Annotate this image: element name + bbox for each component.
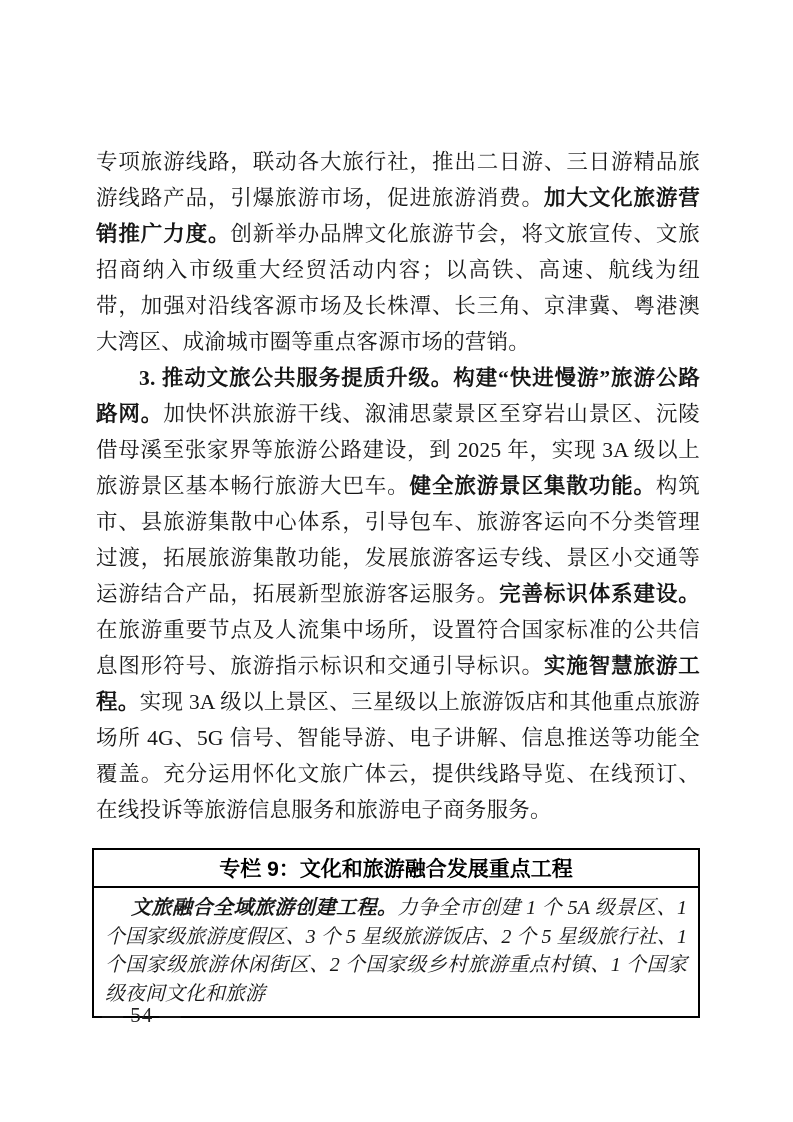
body-text: 专项旅游线路，联动各大旅行社，推出二日游、三日游精品旅游线路产品，引爆旅游市场，促进旅游消费。 xyxy=(96,150,700,210)
emphasis-text: 文旅融合全域旅游创建工程。 xyxy=(131,897,398,919)
special-column-title: 专栏 9：文化和旅游融合发展重点工程 xyxy=(94,850,698,888)
emphasis-text: 健全旅游景区集散功能。 xyxy=(409,474,656,498)
emphasis-text: 实施智慧旅游工程。 xyxy=(96,654,700,714)
page-number: — 54 — xyxy=(102,1003,182,1027)
emphasis-text: 3. 推动文旅公共服务提质升级。构建“快进慢游”旅游公路路网。 xyxy=(96,366,700,426)
special-column-body xyxy=(94,888,698,1016)
body-text: 加快怀洪旅游干线、溆浦思蒙景区至穿岩山景区、沅陵借母溪至张家界等旅游公路建设，到 2025 年，实现 3A 级以上旅游景区基本畅行旅游大巴车。 xyxy=(96,402,700,498)
special-column-box xyxy=(92,848,700,1018)
body-paragraph xyxy=(96,360,700,828)
page-body-text xyxy=(96,144,700,828)
body-text: 在旅游重要节点及人流集中场所，设置符合国家标准的公共信息图形符号、旅游指示标识和交通引导标识。 xyxy=(96,618,700,678)
emphasis-text: 完善标识体系建设。 xyxy=(499,582,700,606)
emphasis-text: 加大文化旅游营销推广力度。 xyxy=(96,186,700,246)
body-text: 力争全市创建 1 个 5A 级景区、1 个国家级旅游度假区、3 个 5 星级旅游饭店、2 个 5 星级旅行社、1 个国家级旅游休闲街区、2 个国家级乡村旅游重点村镇、1 个国家级夜间文化和旅游 xyxy=(105,897,688,1005)
body-paragraph xyxy=(96,144,700,360)
body-text: 创新举办品牌文化旅游节会，将文旅宣传、文旅招商纳入市级重大经贸活动内容；以高铁、高速、航线为纽带，加强对沿线客源市场及长株潭、长三角、京津冀、粤港澳大湾区、成渝城市圈等重点客源市场的营销。 xyxy=(96,222,701,354)
body-text: 构筑市、县旅游集散中心体系，引导包车、旅游客运向不分类管理过渡，拓展旅游集散功能，发展旅游客运专线、景区小交通等运游结合产品，拓展新型旅游客运服务。 xyxy=(96,474,701,606)
body-text: 实现 3A 级以上景区、三星级以上旅游饭店和其他重点旅游场所 4G、5G 信号、智能导游、电子讲解、信息推送等功能全覆盖。充分运用怀化文旅广体云，提供线路导览、在线预订、在线投诉等旅游信息服务和旅游电子商务服务。 xyxy=(96,690,700,822)
